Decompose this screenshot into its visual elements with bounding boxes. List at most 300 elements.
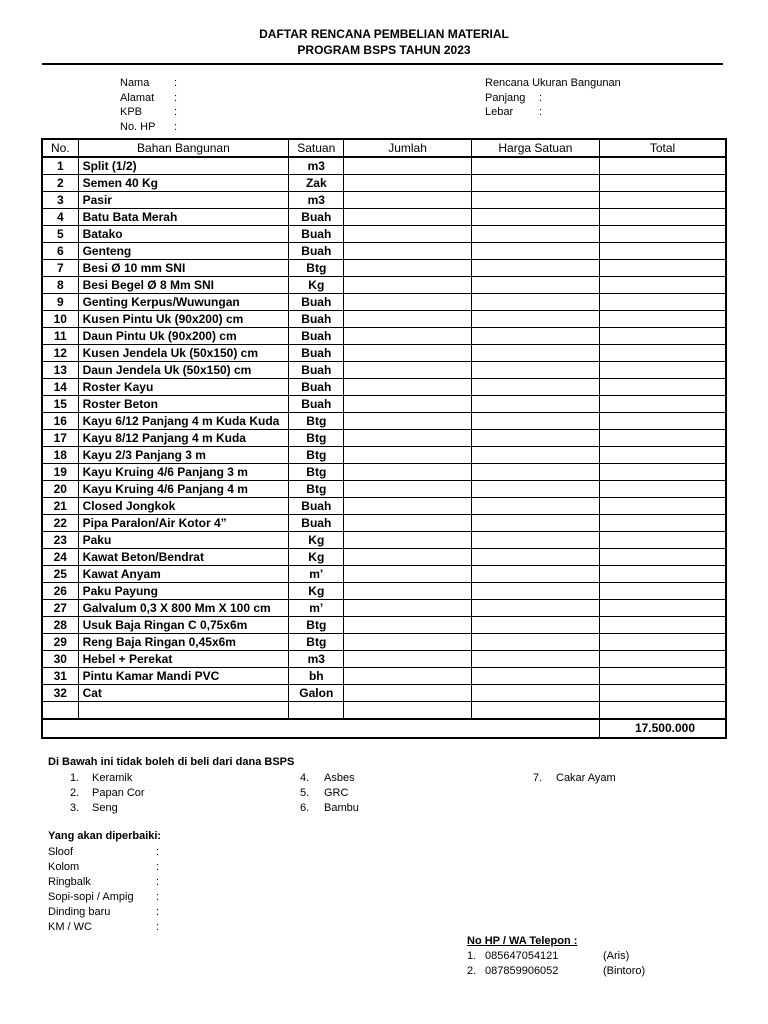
table-row (42, 447, 726, 464)
unit: Btg (289, 464, 344, 481)
exclusions-col-3 (533, 772, 616, 787)
unit: Btg (289, 413, 344, 430)
unit: Btg (289, 481, 344, 498)
exclusion-item: Cakar Ayam (556, 772, 616, 784)
unit-price-cell (471, 600, 599, 617)
total-cell (600, 532, 726, 549)
table-row (42, 328, 726, 345)
total-cell (600, 566, 726, 583)
repair-label: Kolom (48, 861, 80, 873)
list-number: 3. (70, 802, 80, 814)
row-number: 3 (42, 192, 78, 209)
total-cell (600, 685, 726, 702)
material-name: Pasir (78, 192, 289, 209)
total-cell (600, 192, 726, 209)
unit: m’ (289, 566, 344, 583)
table-row (42, 311, 726, 328)
unit: Buah (289, 515, 344, 532)
unit: Zak (289, 175, 344, 192)
table-row (42, 685, 726, 702)
info-colon: : (174, 77, 178, 89)
total-cell (600, 413, 726, 430)
total-cell (600, 277, 726, 294)
total-cell (600, 481, 726, 498)
unit-price-cell (471, 651, 599, 668)
unit-price-cell (471, 481, 599, 498)
total-cell (600, 362, 726, 379)
material-name: Pintu Kamar Mandi PVC (78, 668, 289, 685)
material-name: Kusen Pintu Uk (90x200) cm (78, 311, 289, 328)
row-number: 2 (42, 175, 78, 192)
row-number: 26 (42, 583, 78, 600)
unit-price-cell (471, 362, 599, 379)
repair-colon: : (156, 861, 160, 873)
material-name: Besi Ø 10 mm SNI (78, 260, 289, 277)
info-label-panjang: Panjang (485, 91, 526, 104)
table-row (42, 192, 726, 209)
material-name: Kayu 2/3 Panjang 3 m (78, 447, 289, 464)
col-header-jumlah: Jumlah (344, 139, 471, 157)
list-number: 7. (533, 772, 543, 784)
row-number: 28 (42, 617, 78, 634)
material-name: Batako (78, 226, 289, 243)
total-cell (600, 157, 726, 175)
contact-name: (Bintoro) (603, 965, 646, 977)
row-number: 17 (42, 430, 78, 447)
table-row (42, 277, 726, 294)
material-name: Daun Jendela Uk (50x150) cm (78, 362, 289, 379)
table-cell (600, 702, 726, 720)
row-number: 7 (42, 260, 78, 277)
table-cell (78, 702, 289, 720)
total-cell (600, 634, 726, 651)
material-name: Kayu 8/12 Panjang 4 m Kuda (78, 430, 289, 447)
table-row (42, 345, 726, 362)
unit-price-cell (471, 328, 599, 345)
quantity-cell (344, 634, 471, 651)
row-number: 11 (42, 328, 78, 345)
table-row (42, 260, 726, 277)
repair-label: Sopi-sopi / Ampig (48, 891, 134, 903)
table-row (42, 430, 726, 447)
info-label-kpb: KPB (120, 106, 143, 118)
quantity-cell (344, 566, 471, 583)
unit: Buah (289, 362, 344, 379)
unit: Btg (289, 447, 344, 464)
repair-colon: : (156, 891, 160, 903)
list-number: 5. (300, 787, 310, 799)
col-header-bahan: Bahan Bangunan (78, 139, 289, 157)
table-row (42, 243, 726, 260)
material-name: Roster Kayu (78, 379, 289, 396)
contacts-list (467, 950, 645, 980)
exclusion-item: Asbes (324, 772, 355, 784)
quantity-cell (344, 617, 471, 634)
table-row (42, 481, 726, 498)
material-name: Kayu Kruing 4/6 Panjang 4 m (78, 481, 289, 498)
unit-price-cell (471, 634, 599, 651)
repairs-title: Yang akan diperbaiki: (48, 830, 162, 842)
total-cell (600, 549, 726, 566)
unit: Buah (289, 226, 344, 243)
unit: Buah (289, 294, 344, 311)
unit-price-cell (471, 311, 599, 328)
table-row (42, 651, 726, 668)
total-cell (600, 464, 726, 481)
material-name: Usuk Baja Ringan C 0,75x6m (78, 617, 289, 634)
unit-price-cell (471, 243, 599, 260)
row-number: 24 (42, 549, 78, 566)
exclusion-item: Seng (92, 802, 118, 814)
list-number: 1. (70, 772, 80, 784)
total-cell (600, 498, 726, 515)
material-name: Kayu 6/12 Panjang 4 m Kuda Kuda (78, 413, 289, 430)
unit: Kg (289, 277, 344, 294)
table-cell (471, 702, 599, 720)
unit-price-cell (471, 413, 599, 430)
unit: Btg (289, 617, 344, 634)
info-colon: : (174, 91, 178, 104)
row-number: 27 (42, 600, 78, 617)
total-cell (600, 600, 726, 617)
table-row (42, 515, 726, 532)
material-name: Kawat Anyam (78, 566, 289, 583)
document-title: DAFTAR RENCANA PEMBELIAN MATERIAL (259, 27, 509, 41)
quantity-cell (344, 685, 471, 702)
list-number: 6. (300, 802, 310, 814)
quantity-cell (344, 396, 471, 413)
total-cell (600, 260, 726, 277)
total-cell (600, 345, 726, 362)
info-label-alamat: Alamat (120, 91, 155, 104)
material-name: Daun Pintu Uk (90x200) cm (78, 328, 289, 345)
total-cell (600, 294, 726, 311)
row-number: 1 (42, 157, 78, 175)
material-name: Kayu Kruing 4/6 Panjang 3 m (78, 464, 289, 481)
unit: Buah (289, 209, 344, 226)
table-row (42, 549, 726, 566)
unit-price-cell (471, 464, 599, 481)
col-header-satuan: Satuan (289, 139, 344, 157)
unit-price-cell (471, 277, 599, 294)
quantity-cell (344, 481, 471, 498)
quantity-cell (344, 311, 471, 328)
row-number: 6 (42, 243, 78, 260)
total-cell (600, 583, 726, 600)
row-number: 31 (42, 668, 78, 685)
repair-colon: : (156, 906, 160, 918)
row-number: 14 (42, 379, 78, 396)
unit-price-cell (471, 379, 599, 396)
material-name: Roster Beton (78, 396, 289, 413)
unit: Buah (289, 345, 344, 362)
quantity-cell (344, 583, 471, 600)
unit: m3 (289, 157, 344, 175)
unit: bh (289, 668, 344, 685)
unit-price-cell (471, 549, 599, 566)
material-name: Paku (78, 532, 289, 549)
quantity-cell (344, 549, 471, 566)
table-row (42, 396, 726, 413)
row-number: 13 (42, 362, 78, 379)
repairs-list (48, 846, 159, 936)
quantity-cell (344, 362, 471, 379)
info-colon: : (539, 91, 543, 104)
unit: Galon (289, 685, 344, 702)
unit: Buah (289, 379, 344, 396)
contact-phone: 085647054121 (485, 950, 559, 962)
repair-colon: : (156, 876, 160, 888)
info-right (485, 77, 621, 121)
row-number: 29 (42, 634, 78, 651)
total-cell (600, 651, 726, 668)
table-row (42, 600, 726, 617)
unit: Btg (289, 260, 344, 277)
list-number: 2. (467, 965, 477, 977)
table-row (42, 413, 726, 430)
quantity-cell (344, 651, 471, 668)
material-name: Reng Baja Ringan 0,45x6m (78, 634, 289, 651)
header-divider (42, 63, 723, 65)
unit-price-cell (471, 668, 599, 685)
contacts-title: No HP / WA Telepon : (467, 935, 578, 947)
quantity-cell (344, 294, 471, 311)
total-cell (600, 379, 726, 396)
quantity-cell (344, 430, 471, 447)
unit: Buah (289, 396, 344, 413)
quantity-cell (344, 532, 471, 549)
quantity-cell (344, 226, 471, 243)
unit: m3 (289, 192, 344, 209)
total-cell (600, 617, 726, 634)
unit: Buah (289, 243, 344, 260)
table-row (42, 617, 726, 634)
total-cell (600, 226, 726, 243)
material-name: Pipa Paralon/Air Kotor 4” (78, 515, 289, 532)
material-name: Kusen Jendela Uk (50x150) cm (78, 345, 289, 362)
quantity-cell (344, 209, 471, 226)
unit-price-cell (471, 447, 599, 464)
repair-label: Sloof (48, 846, 74, 858)
quantity-cell (344, 379, 471, 396)
unit-price-cell (471, 260, 599, 277)
table-row (42, 379, 726, 396)
unit: Kg (289, 549, 344, 566)
quantity-cell (344, 447, 471, 464)
row-number: 9 (42, 294, 78, 311)
table-row (42, 498, 726, 515)
exclusion-item: GRC (324, 787, 349, 799)
table-row (42, 209, 726, 226)
info-colon: : (174, 106, 178, 118)
unit-price-cell (471, 498, 599, 515)
material-name: Kawat Beton/Bendrat (78, 549, 289, 566)
material-name: Semen 40 Kg (78, 175, 289, 192)
exclusions-title: Di Bawah ini tidak boleh di beli dari dana BSPS (48, 756, 295, 768)
table-cell (344, 702, 471, 720)
table-row (42, 634, 726, 651)
row-number: 32 (42, 685, 78, 702)
material-name: Cat (78, 685, 289, 702)
row-number: 18 (42, 447, 78, 464)
row-number: 19 (42, 464, 78, 481)
quantity-cell (344, 464, 471, 481)
document-subtitle: PROGRAM BSPS TAHUN 2023 (297, 43, 471, 57)
table-row (42, 362, 726, 379)
quantity-cell (344, 498, 471, 515)
repair-label: Dinding baru (48, 906, 111, 918)
unit: m3 (289, 651, 344, 668)
table-cell (289, 702, 344, 720)
info-right-title: Rencana Ukuran Bangunan (485, 77, 621, 89)
row-number: 5 (42, 226, 78, 243)
material-name: Besi Begel Ø 8 Mm SNI (78, 277, 289, 294)
unit-price-cell (471, 430, 599, 447)
info-colon: : (174, 120, 178, 133)
info-label-nama: Nama (120, 77, 150, 89)
unit-price-cell (471, 157, 599, 175)
table-row (42, 668, 726, 685)
quantity-cell (344, 328, 471, 345)
row-number: 15 (42, 396, 78, 413)
quantity-cell (344, 243, 471, 260)
unit: Buah (289, 328, 344, 345)
material-name: Galvalum 0,3 X 800 Mm X 100 cm (78, 600, 289, 617)
unit-price-cell (471, 532, 599, 549)
table-row (42, 464, 726, 481)
row-number: 10 (42, 311, 78, 328)
total-cell (600, 447, 726, 464)
unit-price-cell (471, 175, 599, 192)
unit-price-cell (471, 566, 599, 583)
list-number: 1. (467, 950, 477, 962)
exclusions-col-2 (300, 772, 359, 817)
unit: Buah (289, 498, 344, 515)
table-total-spacer (42, 719, 600, 738)
table-total-row (42, 719, 726, 738)
info-label-lebar: Lebar (485, 106, 514, 118)
table-row (42, 175, 726, 192)
table-row-blank (42, 702, 726, 720)
repair-label: KM / WC (48, 921, 92, 933)
unit-price-cell (471, 583, 599, 600)
contact-name: (Aris) (603, 950, 630, 962)
col-header-harga: Harga Satuan (471, 139, 599, 157)
quantity-cell (344, 600, 471, 617)
exclusions-col-1 (70, 772, 145, 817)
row-number: 12 (42, 345, 78, 362)
total-cell (600, 515, 726, 532)
material-name: Split (1/2) (78, 157, 289, 175)
grand-total-value: 17.500.000 (600, 719, 726, 738)
total-cell (600, 243, 726, 260)
row-number: 25 (42, 566, 78, 583)
col-header-total: Total (600, 139, 726, 157)
row-number: 22 (42, 515, 78, 532)
row-number: 8 (42, 277, 78, 294)
table-cell (42, 702, 78, 720)
unit-price-cell (471, 226, 599, 243)
material-table (41, 138, 727, 739)
row-number: 23 (42, 532, 78, 549)
repair-label: Ringbalk (48, 876, 91, 888)
material-name: Batu Bata Merah (78, 209, 289, 226)
quantity-cell (344, 413, 471, 430)
exclusion-item: Bambu (324, 802, 359, 814)
quantity-cell (344, 277, 471, 294)
unit: m’ (289, 600, 344, 617)
table-row (42, 157, 726, 175)
quantity-cell (344, 157, 471, 175)
row-number: 20 (42, 481, 78, 498)
unit: Kg (289, 532, 344, 549)
unit-price-cell (471, 515, 599, 532)
row-number: 30 (42, 651, 78, 668)
quantity-cell (344, 260, 471, 277)
table-body (42, 157, 726, 702)
info-label-nohp: No. HP (120, 120, 156, 133)
row-number: 16 (42, 413, 78, 430)
info-colon: : (539, 106, 543, 118)
total-cell (600, 668, 726, 685)
total-cell (600, 430, 726, 447)
material-name: Paku Payung (78, 583, 289, 600)
unit: Btg (289, 634, 344, 651)
repair-colon: : (156, 846, 160, 858)
total-cell (600, 175, 726, 192)
row-number: 21 (42, 498, 78, 515)
exclusion-item: Papan Cor (92, 787, 145, 799)
quantity-cell (344, 515, 471, 532)
unit-price-cell (471, 192, 599, 209)
unit-price-cell (471, 209, 599, 226)
unit: Btg (289, 430, 344, 447)
total-cell (600, 311, 726, 328)
material-name: Genteng (78, 243, 289, 260)
table-row (42, 532, 726, 549)
row-number: 4 (42, 209, 78, 226)
table-row (42, 566, 726, 583)
quantity-cell (344, 668, 471, 685)
quantity-cell (344, 192, 471, 209)
total-cell (600, 209, 726, 226)
unit: Kg (289, 583, 344, 600)
table-row (42, 583, 726, 600)
material-name: Hebel + Perekat (78, 651, 289, 668)
unit-price-cell (471, 294, 599, 311)
unit-price-cell (471, 396, 599, 413)
info-left (120, 77, 177, 135)
table-header-row (42, 139, 726, 157)
table-row (42, 226, 726, 243)
total-cell (600, 396, 726, 413)
unit-price-cell (471, 345, 599, 362)
table-row (42, 294, 726, 311)
unit-price-cell (471, 617, 599, 634)
contact-phone: 087859906052 (485, 965, 559, 977)
list-number: 4. (300, 772, 310, 784)
unit: Buah (289, 311, 344, 328)
exclusion-item: Keramik (92, 772, 133, 784)
unit-price-cell (471, 685, 599, 702)
col-header-no: No. (42, 139, 78, 157)
quantity-cell (344, 345, 471, 362)
repair-colon: : (156, 921, 160, 933)
material-name: Genting Kerpus/Wuwungan (78, 294, 289, 311)
total-cell (600, 328, 726, 345)
list-number: 2. (70, 787, 80, 799)
material-name: Closed Jongkok (78, 498, 289, 515)
